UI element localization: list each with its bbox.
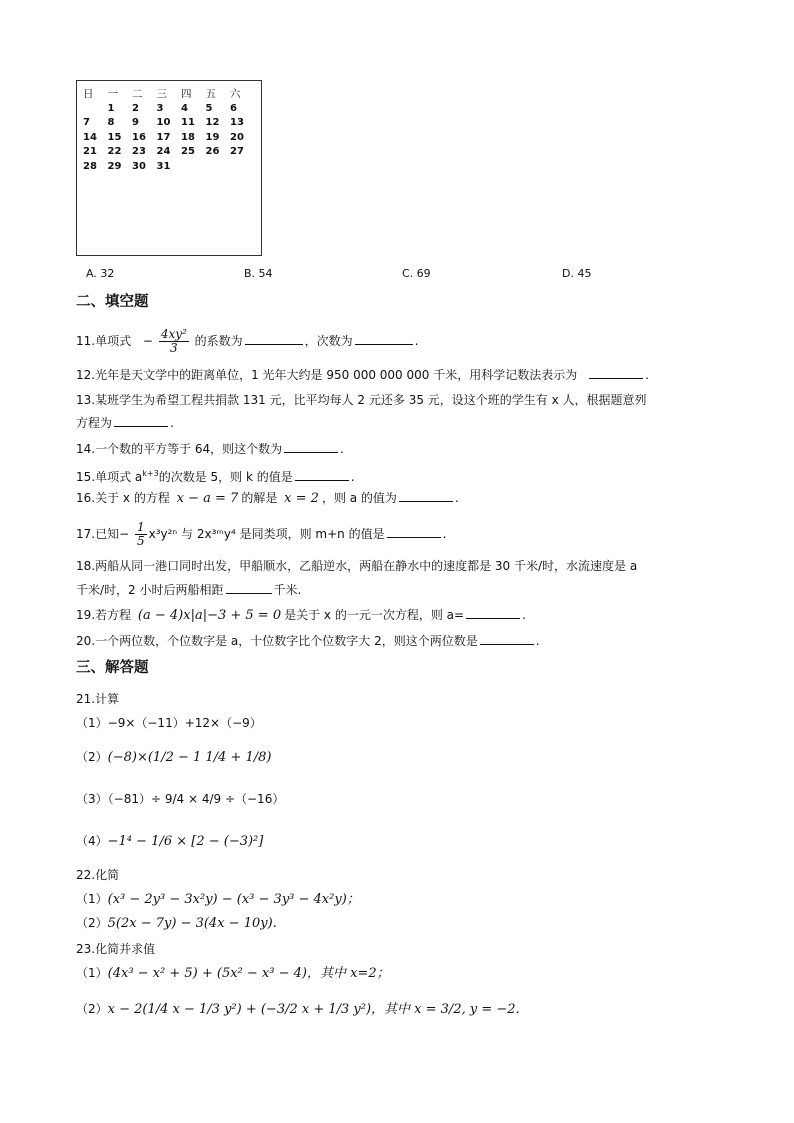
calendar-day: [181, 160, 206, 175]
fraction: $\frac{\text{4xy²}}{3}$: [160, 327, 187, 355]
question-23-part1: （1）(4x³ − x² + 5) + (5x² − x³ − 4)，其中 x=2；: [76, 966, 390, 981]
answer-blank[interactable]: [284, 440, 338, 453]
calendar-day: 11: [181, 117, 195, 128]
question-21-part2: （2）(−8)×(1/2 − 1 1/4 + 1/8): [76, 750, 272, 765]
question-21-part4: （4）−1⁴ − 1/6 × [2 − (−3)²]: [76, 834, 264, 849]
calendar-day: 31: [156, 160, 171, 172]
calendar-day: 22: [107, 146, 122, 157]
weekday-label: 三: [156, 88, 167, 100]
calendar-day: 4: [181, 102, 188, 114]
calendar-day: 25: [181, 146, 195, 157]
question-12: 12.光年是天文学中的距离单位，1 光年大约是 950 000 000 000 千米，用科学记数法表示为 .: [76, 368, 649, 382]
answer-blank[interactable]: [387, 525, 441, 538]
question-13-line2: 方程为 .: [76, 416, 174, 430]
answer-blank[interactable]: [399, 489, 453, 502]
calendar-day: 27: [230, 146, 244, 157]
question-18-line2: 千米/时，2 小时后两船相距 千米.: [76, 583, 302, 597]
answer-blank[interactable]: [245, 332, 303, 345]
calendar-week-row: [83, 160, 255, 175]
fraction: $\frac{1}{5}$: [136, 520, 145, 548]
answer-blank[interactable]: [480, 632, 534, 645]
answer-blank[interactable]: [226, 581, 272, 594]
option-a: A. 32: [86, 267, 115, 280]
calendar-week-row: [83, 145, 255, 160]
calendar-day: 5: [205, 102, 213, 114]
calendar-day: 3: [156, 102, 164, 114]
calendar-day: 8: [107, 117, 115, 128]
calendar-day: 13: [230, 117, 244, 128]
section-heading-solve: 三、解答题: [76, 660, 149, 676]
calendar-day: 19: [205, 131, 220, 143]
weekday-label: 六: [230, 88, 241, 100]
answer-blank[interactable]: [114, 414, 168, 427]
option-d: D. 45: [562, 267, 592, 280]
answer-blank[interactable]: [589, 366, 643, 379]
question-22-part2: （2）5(2x − 7y) − 3(4x − 10y).: [76, 916, 277, 931]
weekday-label: 二: [132, 88, 143, 100]
calendar-day: 26: [205, 146, 220, 157]
question-21-part1: （1）−9×（−11）+12×（−9）: [76, 716, 262, 730]
calendar-day: 9: [132, 117, 139, 128]
calendar-day: 10: [156, 117, 171, 128]
calendar-weekday-row: [83, 87, 255, 102]
question-22-title: 22.化简: [76, 868, 120, 882]
calendar-day: 12: [205, 117, 220, 128]
answer-blank[interactable]: [466, 606, 520, 619]
weekday-label: 日: [83, 88, 94, 100]
calendar-day: 17: [156, 131, 171, 143]
calendar-week-row: [83, 116, 255, 131]
question-22-part1: （1）(x³ − 2y³ − 3x²y) − (x³ − 3y³ − 4x²y)；: [76, 892, 360, 907]
calendar-day: 15: [107, 131, 122, 143]
calendar-table: [83, 87, 255, 174]
option-b: B. 54: [244, 267, 273, 280]
calendar-day: 7: [83, 117, 90, 128]
question-17: 17.已知− $\frac{1}{5}$ x³y²ⁿ 与 2x³ᵐy⁴ 是同类项，则 m+n 的值是 .: [76, 520, 447, 548]
calendar-day: 21: [83, 146, 97, 157]
question-19: 19.若方程 (a − 4)x|a|−3 + 5 = 0 是关于 x 的一元一次方程，则 a= .: [76, 608, 526, 623]
calendar-day: 28: [83, 160, 97, 172]
question-21-part3: （3）（−81）÷ 9/4 × 4/9 ÷（−16）: [76, 792, 285, 806]
question-23-part2: （2）x − 2(1/4 x − 1/3 y²) + (−3/2 x + 1/3 y²)，其中 x = 3/2, y = −2.: [76, 1002, 520, 1017]
question-20: 20.一个两位数，个位数字是 a，十位数字比个位数字大 2，则这个两位数是 .: [76, 634, 540, 648]
calendar-day: 24: [156, 146, 171, 157]
question-13-line1: 13.某班学生为希望工程共捐款 131 元，比平均每人 2 元还多 35 元，设这个班的学生有 x 人，根据题意列: [76, 393, 647, 407]
section-heading-fill-blank: 二、填空题: [76, 294, 149, 310]
weekday-label: 一: [107, 88, 118, 100]
question-21-title: 21.计算: [76, 692, 120, 706]
option-c: C. 69: [402, 267, 431, 280]
question-15: 15.单项式 $a^{k+3}$的次数是 5，则 k 的值是 .: [76, 469, 355, 484]
question-16: 16.关于 x 的方程 x − a = 7 的解是 x = 2 ，则 a 的值为 .: [76, 491, 459, 506]
weekday-label: 五: [205, 88, 216, 100]
calendar-day: [83, 102, 108, 117]
answer-blank[interactable]: [295, 468, 349, 481]
question-11: 11.单项式 − $\frac{\text{4xy²}}{3}$ 的系数为 ，次数为 .: [76, 327, 419, 355]
calendar-day: [206, 160, 231, 175]
question-18-line1: 18.两船从同一港口同时出发，甲船顺水，乙船逆水，两船在静水中的速度都是 30 千米/时，水流速度是 a: [76, 559, 638, 573]
question-14: 14.一个数的平方等于 64，则这个数为 .: [76, 442, 344, 456]
answer-blank[interactable]: [355, 332, 413, 345]
weekday-label: 四: [181, 88, 192, 100]
calendar-day: 2: [132, 102, 139, 114]
question-23-title: 23.化简并求值: [76, 942, 156, 956]
calendar-day: 30: [132, 160, 146, 172]
calendar-day: 18: [181, 131, 195, 143]
calendar-day: 14: [83, 131, 97, 143]
calendar-day: 23: [132, 146, 146, 157]
calendar-week-row: [83, 102, 255, 117]
calendar-week-row: [83, 131, 255, 146]
calendar-day: [230, 160, 255, 175]
calendar-day: 1: [107, 102, 115, 114]
calendar-day: 16: [132, 131, 146, 143]
calendar-day: 6: [230, 102, 237, 114]
calendar-day: 20: [230, 131, 244, 143]
calendar-figure: [76, 80, 262, 256]
calendar-day: 29: [107, 160, 122, 172]
